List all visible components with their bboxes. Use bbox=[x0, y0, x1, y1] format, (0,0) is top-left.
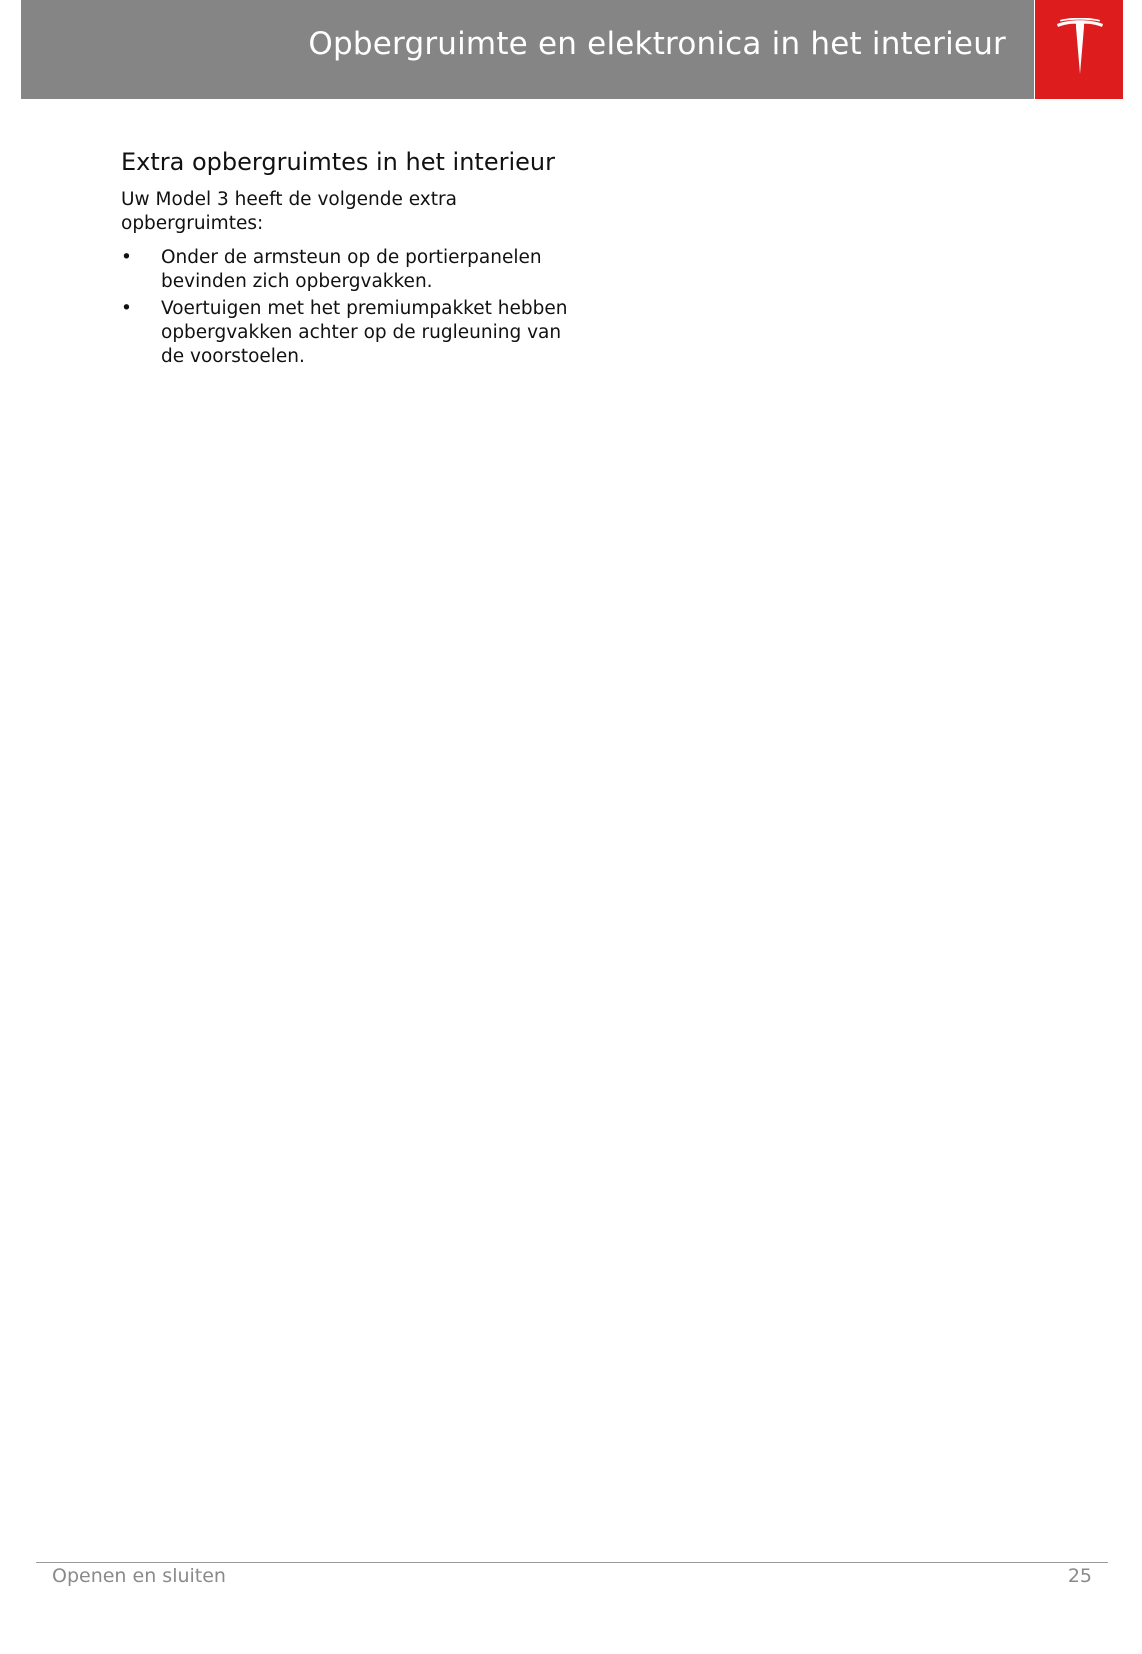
list-item-text: Voertuigen met het premiumpakket hebben opbergvakken achter op de rugleuning van de voorstoelen. bbox=[161, 298, 568, 367]
brand-logo-box bbox=[1035, 0, 1123, 99]
bullet-dot-icon: • bbox=[121, 247, 132, 268]
footer-divider bbox=[36, 1562, 1108, 1563]
list-item bbox=[121, 297, 581, 369]
main-content bbox=[121, 148, 581, 372]
intro-paragraph: Uw Model 3 heeft de volgende extra opbergruimtes: bbox=[121, 189, 457, 234]
list-item bbox=[121, 246, 581, 294]
header-bar bbox=[21, 0, 1034, 99]
page-number: 25 bbox=[1067, 1565, 1092, 1587]
section-title: Extra opbergruimtes in het interieur bbox=[121, 148, 555, 176]
bullet-dot-icon: • bbox=[121, 298, 132, 319]
tesla-logo-icon bbox=[1055, 18, 1105, 76]
bullet-list bbox=[121, 246, 581, 369]
footer-section-name: Openen en sluiten bbox=[52, 1565, 226, 1587]
list-item-text: Onder de armsteun op de portierpanelen bevinden zich opbergvakken. bbox=[161, 247, 542, 292]
page-header-title: Opbergruimte en elektronica in het interieur bbox=[308, 26, 1006, 62]
